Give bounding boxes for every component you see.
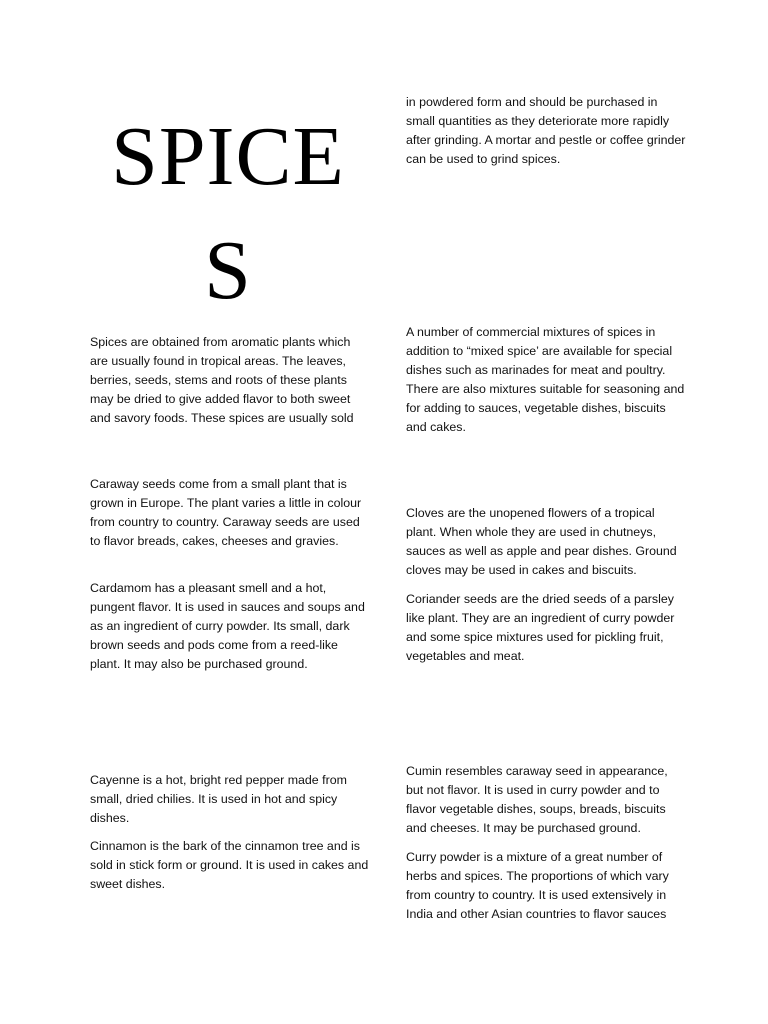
paragraph-continuation: in powdered form and should be purchased in small quantities as they deteriorate more rapidly after grinding. A mortar and pestle or coffee grinder can be used to grind spices. [406,95,686,166]
paragraph-cumin: Cumin resembles caraway seed in appearance, but not flavor. It is used in curry powder and to flavor vegetable dishes, soups, breads, biscuits and cheeses. It may be purchased ground. [406,764,668,835]
paragraph-cardamom: Cardamom has a pleasant smell and a hot, pungent flavor. It is used in sauces and soups and as an ingredient of curry powder. Its small, dark brown seeds and pods come from a reed-like plant. It may also be purchased ground. [90,581,365,671]
paragraph-mixtures: A number of commercial mixtures of spices in addition to “mixed spice’ are available for special dishes such as marinades for meat and poultry. There are also mixtures suitable for seasoning and for adding to sauces, vegetable dishes, biscuits and cakes. [406,325,685,434]
paragraph-cinnamon: Cinnamon is the bark of the cinnamon tree and is sold in stick form or ground. It is used in cakes and sweet dishes. [90,839,369,891]
paragraph-intro: Spices are obtained from aromatic plants which are usually found in tropical areas. The leaves, berries, seeds, stems and roots of these plants may be dried to give added flavor to both sweet and savory foods. These spices are usually sold [90,335,354,425]
paragraph-coriander: Coriander seeds are the dried seeds of a parsley like plant. They are an ingredient of curry powder and some spice mixtures used for pickling fruit, vegetables and meat. [406,592,675,663]
page-title-line-1: SPICE [111,110,345,203]
paragraph-cayenne: Cayenne is a hot, bright red pepper made from small, dried chilies. It is used in hot and spicy dishes. [90,773,347,825]
paragraph-curry: Curry powder is a mixture of a great number of herbs and spices. The proportions of which vary from country to country. It is used extensively in India and other Asian countries to flavor sauces [406,850,669,921]
paragraph-caraway: Caraway seeds come from a small plant that is grown in Europe. The plant varies a little in colour from country to country. Caraway seeds are used to flavor breads, cakes, cheeses and gravies. [90,477,362,548]
paragraph-cloves: Cloves are the unopened flowers of a tropical plant. When whole they are used in chutneys, sauces as well as apple and pear dishes. Ground cloves may be used in cakes and biscuits. [406,506,677,577]
page-title [84,100,372,328]
page-title-line-2: S [204,224,252,317]
